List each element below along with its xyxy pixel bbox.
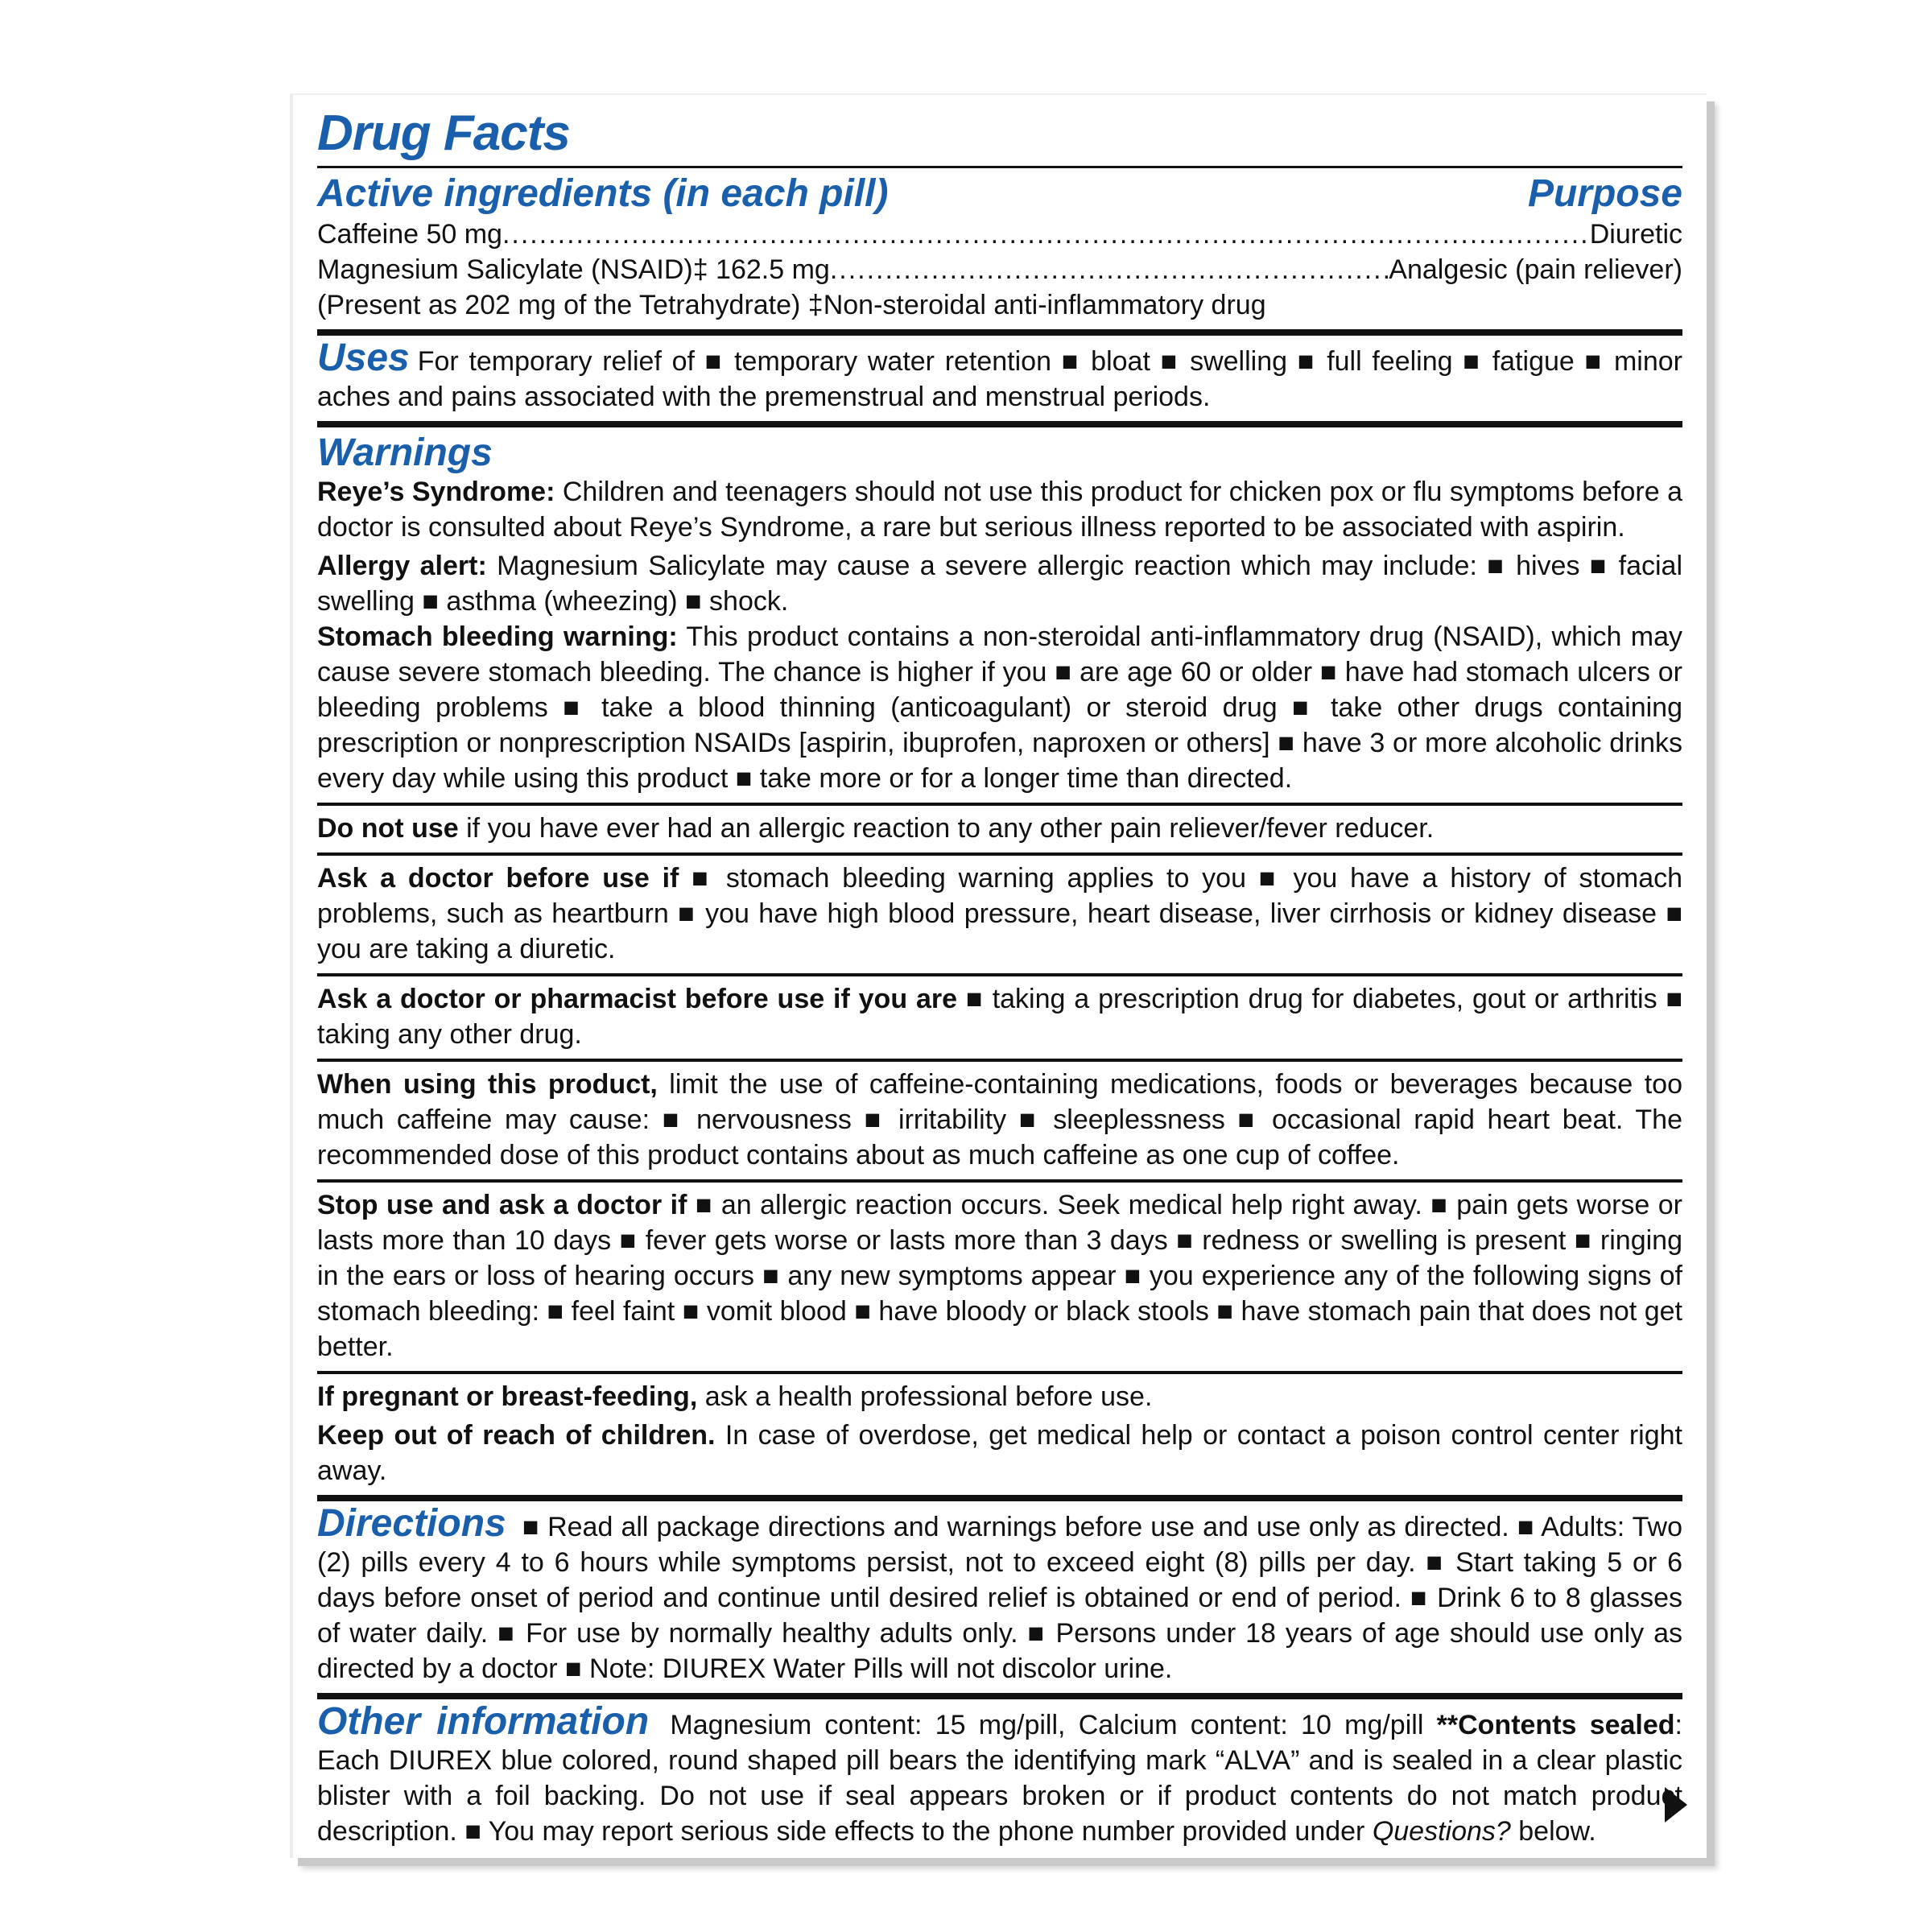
reye-label: Reye’s Syndrome: — [317, 477, 555, 507]
ingredient-purpose: Diuretic — [1589, 219, 1682, 250]
active-ingredients-section — [317, 168, 1682, 329]
ask-pharmacist-label: Ask a doctor or pharmacist before use if you are — [317, 984, 958, 1014]
ingredient-note: (Present as 202 mg of the Tetrahydrate) ‡Non-steroidal anti-inflammatory drug — [317, 290, 1266, 320]
active-header-row — [317, 171, 1682, 217]
other-information-section — [317, 1699, 1682, 1856]
dot-leader — [830, 252, 1389, 287]
dot-leader — [502, 217, 1590, 252]
pregnant-text: ask a health professional before use. — [697, 1381, 1153, 1412]
questions-ref: Questions? — [1372, 1816, 1511, 1847]
other-text-c: below. — [1510, 1816, 1596, 1847]
ingredient-row — [317, 252, 1682, 287]
pregnant-label: If pregnant or breast-feeding, — [317, 1381, 698, 1412]
ask-doctor-label: Ask a doctor before use if — [317, 863, 679, 894]
drug-facts-content — [317, 95, 1682, 1856]
purpose-heading: Purpose — [1527, 172, 1682, 215]
other-information-label: Other information — [317, 1700, 650, 1743]
when-using-section — [317, 1062, 1682, 1179]
divider — [317, 1693, 1682, 1699]
active-heading: Active ingredients (in each pill) — [317, 172, 889, 215]
ingredient-row — [317, 217, 1682, 252]
stomach-text: This product contains a non-steroidal anti-inflammatory drug (NSAID), which may cause severe stomach bleeding. The chance is higher if you ■ are age 60 or older ■ have had stomach ulcers or bleeding problems ■ take a blood thinning (anticoagulant) or steroid drug ■ take other drugs containing prescription or nonprescription NSAIDs [aspirin, ibuprofen, naproxen or others] ■ have 3 or more alcoholic drinks every day while using this product ■ take more or for a longer time than directed. — [317, 621, 1682, 794]
keep-out-label: Keep out of reach of children. — [317, 1420, 716, 1451]
uses-label: Uses — [317, 336, 410, 379]
ask-doctor-text: ■ stomach bleeding warning applies to you ■ you have a history of stomach problems, such as heartburn ■ you have high blood pressure, heart disease, liver cirrhosis or kidney disease ■ you are taking a diuretic. — [317, 863, 1683, 964]
pregnancy-section — [317, 1374, 1682, 1495]
uses-text: For temporary relief of ■ temporary water retention ■ bloat ■ swelling ■ full feeling ■ fatigue ■ minor aches and pains associated with the premenstrual and menstrual periods. — [317, 346, 1682, 412]
contents-sealed-label: **Contents sealed — [1436, 1710, 1675, 1740]
allergy-text: Magnesium Salicylate may cause a severe allergic reaction which may include: ■ hives ■ facial swelling ■ asthma (wheezing) ■ shock. — [317, 551, 1682, 617]
when-using-label: When using this product, — [317, 1069, 658, 1100]
ingredient-purpose: Analgesic (pain reliever) — [1389, 254, 1682, 285]
other-text-b: : Each DIUREX blue colored, round shaped pill bears the identifying mark “ALVA” and is sealed in a clear plastic blister with a foil backing. Do not use if seal appears broken or if product contents do not match product description. ■ You may report serious side effects to the phone number provided under — [317, 1710, 1682, 1847]
ingredient-name: Caffeine 50 mg — [317, 219, 502, 250]
allergy-label: Allergy alert: — [317, 551, 487, 581]
divider — [317, 1495, 1682, 1501]
ask-doctor-section — [317, 856, 1682, 973]
do-not-use-label: Do not use — [317, 813, 459, 844]
right-triangle-arrow-icon — [1665, 1787, 1687, 1823]
divider — [317, 329, 1682, 336]
warnings-label: Warnings — [317, 431, 493, 474]
ask-pharmacist-section — [317, 976, 1682, 1059]
stop-use-label: Stop use and ask a doctor if — [317, 1190, 687, 1220]
drug-facts-panel — [290, 93, 1707, 1858]
directions-label: Directions — [317, 1502, 506, 1545]
ingredient-name: Magnesium Salicylate (NSAID)‡ 162.5 mg — [317, 254, 830, 285]
when-using-text: limit the use of caffeine-containing medications, foods or beverages because too much caffeine may cause: ■ nervousness ■ irritability ■ sleeplessness ■ occasional rapid heart beat. The recommended dose of this product contains about as much caffeine as one cup of coffee. — [317, 1069, 1682, 1170]
page-title: Drug Facts — [317, 105, 570, 161]
uses-section — [317, 336, 1682, 421]
keep-out-text: In case of overdose, get medical help or contact a poison control center right away. — [317, 1420, 1682, 1486]
ask-pharmacist-text: ■ taking a prescription drug for diabetes, gout or arthritis ■ taking any other drug. — [317, 984, 1683, 1050]
do-not-use-section — [317, 806, 1682, 852]
directions-text: ■ Read all package directions and warnings before use and use only as directed. ■ Adults: Two (2) pills every 4 to 6 hours while symptoms persist, not to exceed eight (8) pills per day. ■ Start taking 5 or 6 days before onset of period and continue until desired relief is obtained or end of period. ■ Drink 6 to 8 glasses of water daily. ■ For use by normally healthy adults only. ■ Persons under 18 years of age should use only as directed by a doctor ■ Note: DIUREX Water Pills will not discolor urine. — [317, 1512, 1682, 1684]
stomach-label: Stomach bleeding warning: — [317, 621, 678, 652]
directions-section — [317, 1501, 1682, 1693]
divider — [317, 421, 1682, 427]
do-not-use-text: if you have ever had an allergic reaction to any other pain reliever/fever reducer. — [458, 813, 1435, 844]
stop-use-section — [317, 1183, 1682, 1371]
reye-text: Children and teenagers should not use this product for chicken pox or flu symptoms before a doctor is consulted about Reye’s Syndrome, a rare but serious illness reported to be associated with aspirin. — [317, 477, 1682, 543]
other-text-a: Magnesium content: 15 mg/pill, Calcium content: 10 mg/pill — [657, 1710, 1437, 1740]
warnings-section — [317, 427, 1682, 803]
stop-use-text: ■ an allergic reaction occurs. Seek medical help right away. ■ pain gets worse or lasts more than 10 days ■ fever gets worse or lasts more than 3 days ■ redness or swelling is present ■ ringing in the ears or loss of hearing occurs ■ any new symptoms appear ■ you experience any of the following signs of stomach bleeding: ■ feel faint ■ vomit blood ■ have bloody or black stools ■ have stomach pain that does not get better. — [317, 1190, 1683, 1362]
